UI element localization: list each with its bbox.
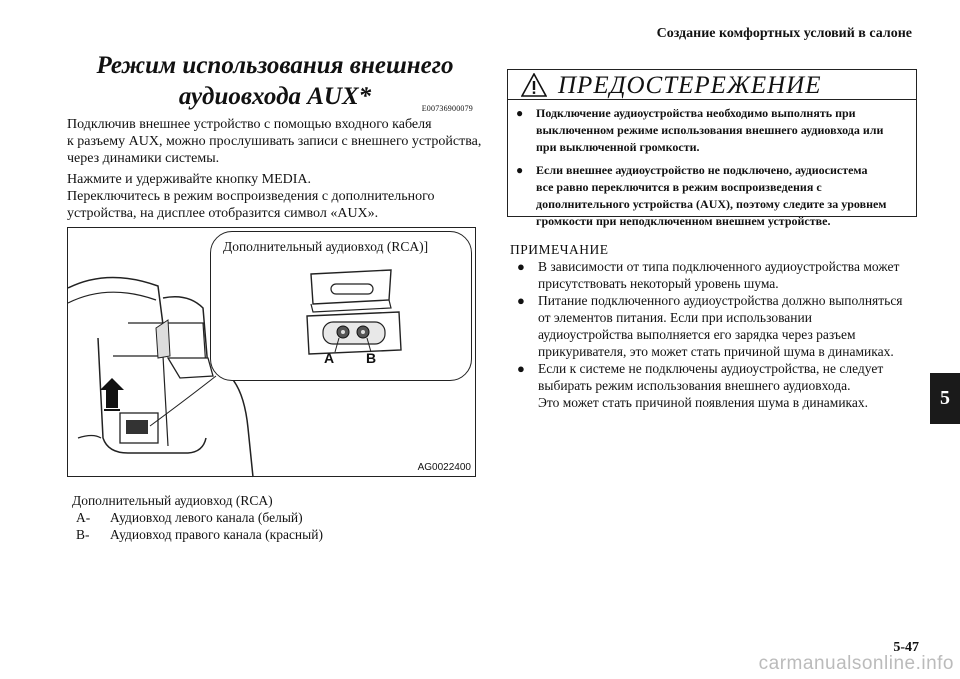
bullet-icon: ● [517, 361, 525, 376]
bullet-icon: ● [516, 106, 524, 120]
warning-title: ПРЕДОСТЕРЕЖЕНИЕ [558, 72, 822, 99]
watermark: carmanualsonline.info [758, 653, 954, 674]
running-header: Создание комфортных условий в салоне [656, 26, 912, 41]
caption-item [72, 526, 323, 543]
body-paragraph-2 [67, 171, 487, 222]
text-line: Подключив внешнее устройство с помощью входного кабеля [67, 117, 432, 132]
text-line: к разъему AUX, можно прослушивать записи с внешнего устройства, [67, 134, 482, 149]
callout-bubble [210, 231, 472, 381]
text-line: все равно переключится в режим воспроизведения с [536, 180, 822, 194]
page-number: 5-47 [893, 640, 919, 655]
text-line: Переключитесь в режим воспроизведения с дополнительного [67, 189, 435, 204]
text-line: дополнительного устройства (AUX), поэтому следите за уровнем [536, 197, 887, 211]
text-line: громкости при неподключенном внешнем устройстве. [536, 214, 831, 228]
note-item [517, 360, 917, 411]
caption-title: Дополнительный аудиовход (RCA) [72, 493, 273, 508]
text-line: присутствовать некоторый уровень шума. [538, 276, 779, 291]
caption-key: B- [76, 527, 90, 542]
caption-text: Аудиовход левого канала (белый) [110, 510, 303, 525]
warning-item [516, 162, 906, 230]
warning-header [508, 70, 916, 100]
text-line: Это может стать причиной появления шума в динамиках. [538, 395, 869, 410]
section-code: E00736900079 [421, 104, 473, 113]
chapter-tab: 5 [930, 373, 960, 424]
warning-box [507, 69, 917, 228]
section-title-line1: Режим использования внешнего [96, 52, 454, 79]
text-line: аудиоустройства выполняется его зарядка через разъем [538, 327, 856, 342]
rca-jack-illustration [211, 232, 473, 382]
body-paragraph-1 [67, 116, 487, 167]
bullet-icon: ● [516, 163, 524, 177]
figure-captions [72, 492, 323, 543]
text-line: выключенном режиме использования внешнего аудиовхода или [536, 123, 884, 137]
aux-input-figure [67, 227, 476, 477]
bullet-icon: ● [517, 293, 525, 308]
text-line: Если к системе не подключены аудиоустройства, не следует [538, 361, 884, 376]
text-line: выбирать режим использования внешнего аудиовхода. [538, 378, 851, 393]
caption-text: Аудиовход правого канала (красный) [110, 527, 323, 542]
section-title [80, 50, 470, 112]
text-line: при выключенной громкости. [536, 140, 700, 154]
jack-label-b: B [366, 350, 377, 366]
bullet-icon: ● [517, 259, 525, 274]
text-line: Подключение аудиоустройства необходимо выполнять при [536, 106, 856, 120]
note-list [517, 258, 917, 411]
jack-label-a: A [324, 350, 335, 366]
warning-triangle-icon [521, 73, 547, 97]
text-line: устройства, на дисплее отобразится символ «AUX». [67, 206, 379, 221]
warning-list [508, 100, 916, 230]
text-line: от элементов питания. Если при использовании [538, 310, 812, 325]
callout-title: Дополнительный аудиовход (RCA)] [223, 239, 429, 254]
text-line: прикуривателя, это может стать причиной шума в динамиках. [538, 344, 894, 359]
text-line: Если внешнее аудиоустройство не подключено, аудиосистема [536, 163, 868, 177]
note-title: ПРИМЕЧАНИЕ [510, 242, 609, 257]
warning-item [516, 105, 906, 156]
text-line: В зависимости от типа подключенного аудиоустройства может [538, 259, 900, 274]
note-item [517, 258, 917, 292]
text-line: Питание подключенного аудиоустройства должно выполняться [538, 293, 903, 308]
section-title-line2: аудиовхода AUX* [178, 83, 372, 110]
figure-code: AG0022400 [417, 462, 471, 473]
note-item [517, 292, 917, 360]
text-line: Нажмите и удерживайте кнопку MEDIA. [67, 172, 312, 187]
caption-key: A- [76, 510, 91, 525]
text-line: через динамики системы. [67, 151, 220, 166]
caption-item [72, 509, 323, 526]
